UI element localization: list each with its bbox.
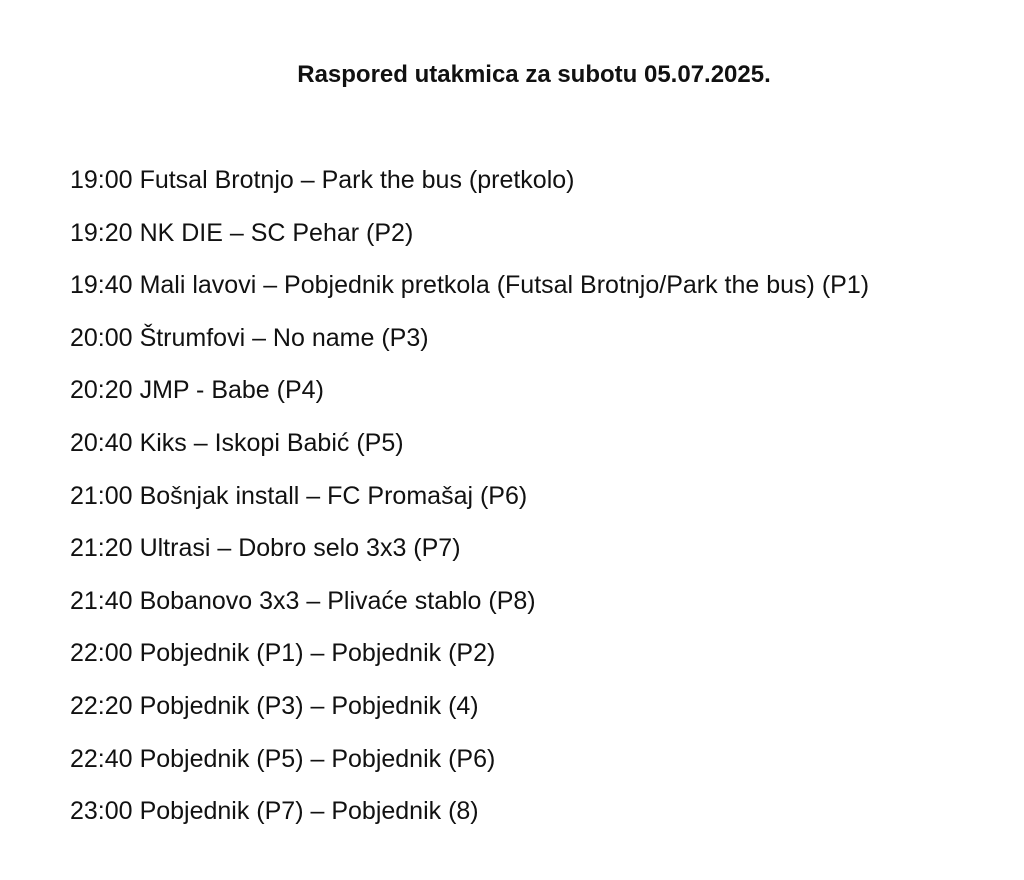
match-teams: Ultrasi – Dobro selo 3x3 (P7) bbox=[139, 534, 461, 563]
list-item bbox=[70, 323, 1010, 376]
match-time: 20:40 bbox=[70, 428, 133, 457]
match-teams: Bobanovo 3x3 – Plivaće stablo (P8) bbox=[139, 586, 536, 615]
match-teams: JMP - Babe (P4) bbox=[139, 376, 324, 405]
match-teams: Kiks – Iskopi Babić (P5) bbox=[139, 428, 404, 457]
match-time: 20:20 bbox=[70, 376, 133, 405]
list-item bbox=[70, 638, 1010, 691]
match-teams: Futsal Brotnjo – Park the bus (pretkolo) bbox=[139, 166, 575, 194]
match-time: 22:20 bbox=[70, 691, 133, 720]
list-item bbox=[70, 218, 1010, 271]
list-item bbox=[70, 428, 1010, 481]
list-item bbox=[70, 691, 1010, 744]
match-teams: NK DIE – SC Pehar (P2) bbox=[139, 218, 414, 247]
match-time: 21:40 bbox=[70, 586, 133, 615]
list-item bbox=[70, 270, 1010, 323]
match-time: 19:00 bbox=[70, 166, 133, 194]
match-time: 22:00 bbox=[70, 639, 133, 668]
list-item bbox=[70, 481, 1010, 534]
match-time: 22:40 bbox=[70, 744, 133, 773]
match-time: 20:00 bbox=[70, 323, 133, 352]
list-item bbox=[70, 533, 1010, 586]
match-time: 19:40 bbox=[70, 271, 133, 300]
page-title: Raspored utakmica za subotu 05.07.2025. bbox=[297, 61, 771, 88]
match-time: 19:20 bbox=[70, 218, 133, 247]
match-teams: Mali lavovi – Pobjednik pretkola (Futsal Brotnjo/Park the bus) (P1) bbox=[139, 271, 870, 300]
match-teams: Štrumfovi – No name (P3) bbox=[139, 323, 429, 352]
list-item bbox=[70, 744, 1010, 797]
match-teams: Pobjednik (P3) – Pobjednik (4) bbox=[139, 691, 479, 720]
list-item bbox=[70, 586, 1010, 639]
list-item bbox=[70, 796, 1010, 849]
match-time: 23:00 bbox=[70, 797, 133, 826]
match-teams: Pobjednik (P5) – Pobjednik (P6) bbox=[139, 744, 496, 773]
list-item bbox=[70, 165, 1010, 218]
list-item bbox=[70, 375, 1010, 428]
match-teams: Pobjednik (P7) – Pobjednik (8) bbox=[139, 797, 479, 826]
match-time: 21:20 bbox=[70, 534, 133, 563]
match-schedule-list bbox=[70, 165, 1010, 849]
match-teams: Bošnjak install – FC Promašaj (P6) bbox=[139, 481, 528, 510]
match-time: 21:00 bbox=[70, 481, 133, 510]
match-teams: Pobjednik (P1) – Pobjednik (P2) bbox=[139, 639, 496, 668]
